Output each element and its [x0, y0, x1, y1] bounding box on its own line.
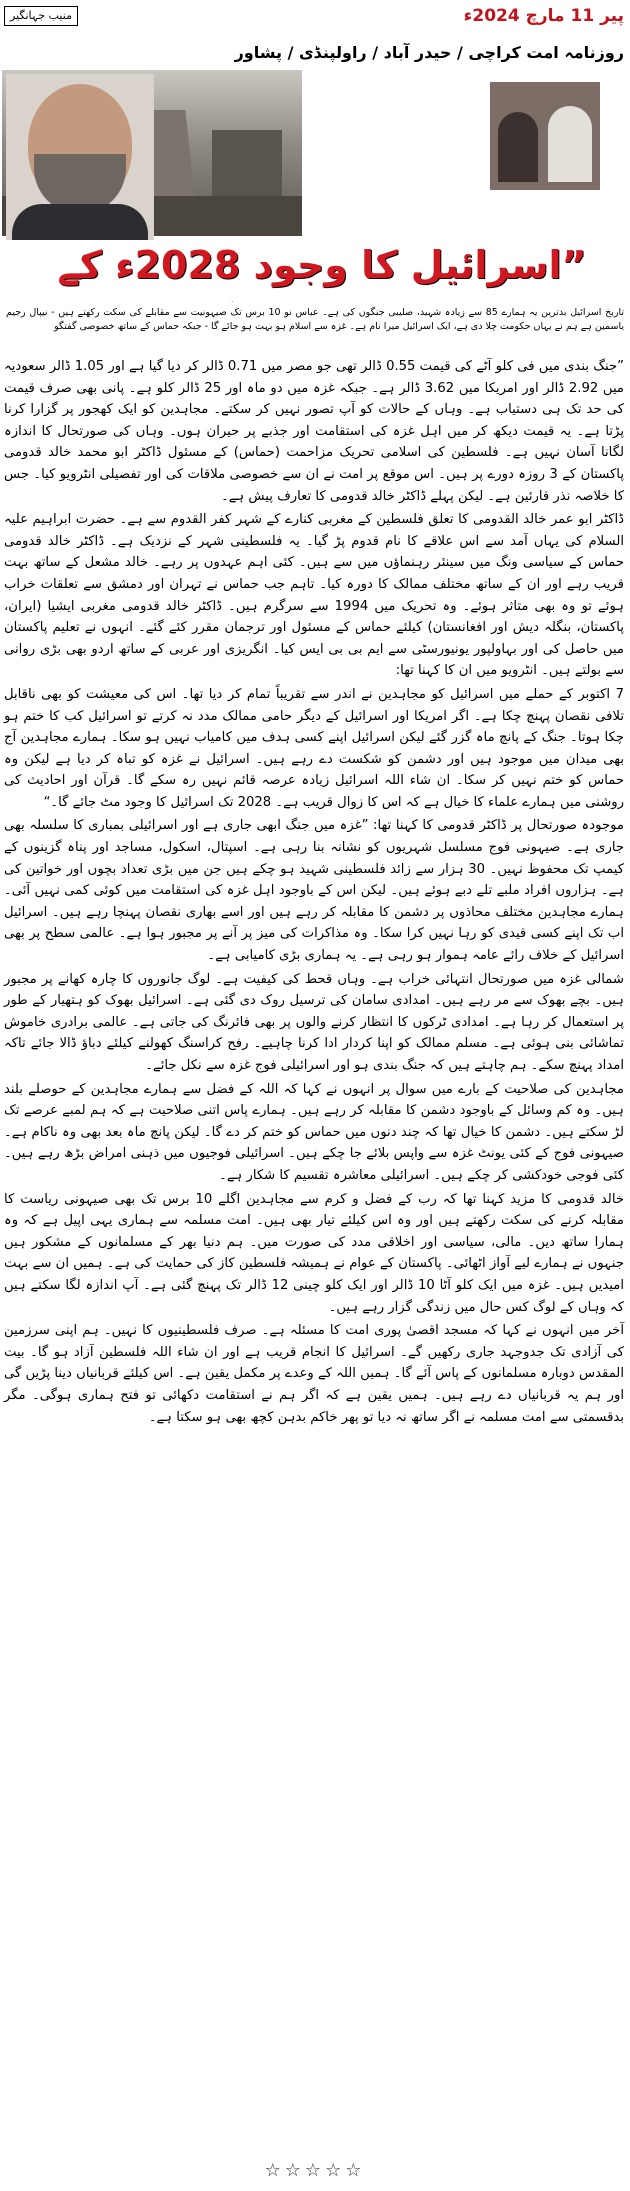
headline: ”اسرائیل کا وجود 2028ء کے — [57, 243, 587, 287]
section-tag: منیب جہانگیر — [4, 6, 78, 26]
paragraph: خالد قدومی کا مزید کہنا تھا کہ رب کے فضل و کرم سے مجاہدین اگلے 10 برس تک بھی صیہونی ریاست کا مقابلہ کرنے کی سکت رکھتے ہیں اور وہ اس کیلئے تیار بھی ہیں۔ امت مسلمہ سے ہماری یہی اپیل ہے کہ وہ ہمارا ساتھ دیں۔ مالی، سیاسی اور اخلاقی مدد کی صورت میں۔ ہم دنیا بھر کے مسلمانوں کے مشکور ہیں جنہوں نے ہمارے لیے آواز اٹھائی۔ پاکستان کے عوام نے ہمیشہ فلسطین کاز کی حمایت کی ہے۔ ہمیں ان سے بہت امیدیں ہیں۔ غزہ میں ایک کلو آٹا 10 ڈالر اور ایک کلو چینی 12 ڈالر تک پہنچ گئی ہے۔ آپ اندازہ لگا سکتے ہیں کہ وہاں کے لوگ کس حال میں زندگی گزار رہے ہیں۔ — [4, 1191, 624, 1315]
end-stars: ☆☆☆☆☆ — [264, 2160, 366, 2181]
paragraph: مجاہدین کی صلاحیت کے بارے میں سوال پر انہوں نے کہا کہ اللہ کے فضل سے ہمارے مجاہدین کے حوصلے بلند ہیں۔ وہ کم وسائل کے باوجود دشمن کا مقابلہ کر رہے ہیں۔ ہمارے پاس اتنی صلاحیت ہے کہ ہم لمبے عرصے تک لڑ سکتے ہیں۔ دشمن کا خیال تھا کہ چند دنوں میں حماس کو ختم کر دے گا۔ لیکن پانچ ماہ بعد بھی وہ ناکام ہے۔ صیہونی فوج کے کئی یونٹ غزہ سے واپس بلائے جا چکے ہیں۔ اسرائیلی فوجیوں میں ذہنی امراض بڑھ رہے ہیں۔ کئی فوجی خودکشی کر چکے ہیں۔ اسرائیلی معاشرہ تقسیم کا شکار ہے۔ — [4, 1081, 624, 1183]
paragraph: آخر میں انہوں نے کہا کہ مسجد اقصیٰ پوری امت کا مسئلہ ہے۔ صرف فلسطینیوں کا نہیں۔ ہم اپنی سرزمین کی آزادی تک جدوجہد جاری رکھیں گے۔ اسرائیل کا انجام قریب ہے اور ان شاء اللہ فلسطین آزاد ہو گا۔ بیت المقدس دوبارہ مسلمانوں کے پاس آئے گا۔ ہمیں اللہ کے وعدے پر مکمل یقین ہے۔ اس کیلئے قربانیاں دینا پڑیں گی اور ہم یہ قربانیاں دے رہے ہیں۔ ہمیں یقین ہے کہ اگر ہم نے استقامت دکھائی تو فتح ہماری ہوگی۔ مگر بدقسمتی سے امت مسلمہ نے اگر ساتھ نہ دیا تو پھر خاکم بدہن کچھ بھی ہو سکتا ہے۔ — [4, 1323, 624, 1425]
portrait-photo — [6, 74, 154, 240]
meeting-photo — [488, 80, 602, 192]
publication-date: پیر 11 مارچ 2024ء — [463, 6, 624, 26]
hero-image — [2, 70, 628, 302]
newspaper-name: روزنامہ امت کراچی / حیدر آباد / راولپنڈی / پشاور — [234, 43, 624, 62]
paragraph: 7 اکتوبر کے حملے میں اسرائیل کو مجاہدین نے اندر سے تقریباً تمام کر دیا تھا۔ اس کی معیشت کو بھی ناقابل تلافی نقصان پہنچ چکا ہے۔ اگر امریکا اور اسرائیل کے دیگر حامی ممالک مدد نہ کرتے تو اسرائیل کب کا ختم ہو چکا ہوتا۔ جنگ کے پانچ ماہ گزر گئے لیکن اسرائیل اپنے کسی ہدف میں کامیاب نہیں ہو سکا۔ ہمارے مجاہدین آج بھی میدان میں موجود ہیں اور دشمن کو شکست دے رہے ہیں۔ اسرائیل نے غزہ کو تباہ کر دیا ہے لیکن وہ حماس کو ختم نہیں کر سکا۔ ان شاء اللہ اسرائیل زیادہ عرصہ قائم نہیں رہ سکے گا۔ قرآن اور احادیث کی روشنی میں ہمارے علماء کا خیال ہے کہ اس کا زوال قریب ہے۔ 2028 تک اسرائیل کا وجود مٹ جائے گا۔“ — [4, 686, 624, 810]
paragraph: شمالی غزہ میں صورتحال انتہائی خراب ہے۔ وہاں قحط کی کیفیت ہے۔ لوگ جانوروں کا چارہ کھانے پر مجبور ہیں۔ بچے بھوک سے مر رہے ہیں۔ امدادی سامان کی ترسیل روک دی گئی ہے۔ اسرائیل بھوک کو ہتھیار کے طور پر استعمال کر رہا ہے۔ امدادی ٹرکوں کا انتظار کرنے والوں پر بھی فائرنگ کی جاتی ہے۔ عالمی برادری خاموش تماشائی بنی ہوئی ہے۔ مسلم ممالک کو اپنا کردار ادا کرنا چاہیے۔ رفح کراسنگ کھولنے کیلئے دباؤ ڈالا جائے تاکہ امداد پہنچ سکے۔ ہم چاہتے ہیں کہ جنگ بندی ہو اور اسرائیلی فوج غزہ سے نکل جائے۔ — [4, 971, 624, 1073]
paragraph: موجودہ صورتحال پر ڈاکٹر قدومی کا کہنا تھا: ”غزہ میں جنگ ابھی جاری ہے اور اسرائیلی بمباری کا سلسلہ بھی جاری ہے۔ صیہونی فوج مسلسل شہریوں کو نشانہ بنا رہی ہے۔ اسپتال، اسکول، مساجد اور پناہ گزینوں کے کیمپ تک محفوظ نہیں۔ 30 ہزار سے زائد فلسطینی شہید ہو چکے ہیں جن میں بڑی تعداد بچوں اور خواتین کی ہے۔ ہزاروں افراد ملبے تلے دبے ہوئے ہیں۔ لیکن اس کے باوجود اہل غزہ کی استقامت میں کوئی کمی نہیں آئی۔ ہمارے مجاہدین مختلف محاذوں پر دشمن کا مقابلہ کر رہے ہیں اور اسے بھاری نقصان پہنچا رہے ہیں۔ اسرائیل اب تک اپنے کسی قیدی کو رہا نہیں کرا سکا۔ وہ مذاکرات کی میز پر آنے پر مجبور ہوا ہے۔ عالمی سطح پر بھی اسرائیل کے خلاف رائے عامہ ہموار ہو رہی ہے۔ یہ ہماری بڑی کامیابی ہے۔ — [4, 818, 624, 964]
paragraph: ڈاکٹر ابو عمر خالد القدومی کا تعلق فلسطین کے مغربی کنارے کے شہر کفر القدوم سے ہے۔ حضرت ابراہیم علیہ السلام کی یہاں آمد سے اس علاقے کا نام قدوم پڑ گیا۔ یہ فلسطینی شہر کے نزدیک ہے۔ ڈاکٹر خالد قدومی حماس کے سیاسی ونگ میں سینئر رہنماؤں میں سے ہیں۔ کئی اہم عہدوں پر رہے۔ خالد مشعل کے ساتھ بہت قریب رہے اور ان کے ساتھ مختلف ممالک کا دورہ کیا۔ تاہم جب حماس نے تہران اور دمشق سے تعلقات خراب ہوئے تو وہ بھی متاثر ہوئے۔ وہ تحریک میں 1994 سے سرگرم ہیں۔ ڈاکٹر خالد قدومی مغربی ایشیا (ایران، پاکستان، بنگلہ دیش اور افغانستان) کیلئے حماس کے مسئول اور ترجمان مقرر کئے گئے۔ انہوں نے تعلیم پاکستان میں حاصل کی اور بہاولپور یونیورسٹی سے ایم بی بی ایس کیا۔ انگریزی اور عربی کے ساتھ اردو بھی بڑی روانی سے بولتے ہیں۔ انٹرویو میں ان کا کہنا تھا: — [4, 512, 624, 679]
byline-strip: تاریخ اسرائیل بدترین یہ ہمارے 85 سے زیادہ شہید، صلیبی جنگوں کی ہے۔ عباس نو 10 برس تک صیہونیت سے مقابلے کی سکت رکھتے ہیں - نیپال رجیم یاسمین ہے ہم نے یہاں حکومت چلا دی ہے، ایک اسرائیل میرا نام ہے۔ غزہ سے اسلام ہو بہت ہو جائے گا - جبکہ حماس کے ساتھ خصوصی گفتگو — [6, 307, 624, 332]
top-bar — [4, 6, 624, 26]
paragraph: ”جنگ بندی میں فی کلو آٹے کی قیمت 0.55 ڈالر تھی جو مصر میں 0.71 ڈالر کر دیا گیا ہے اور 1.05 ڈالر سعودیہ میں 2.92 ڈالر اور امریکا میں 3.62 ڈالر ہے۔ جبکہ غزہ میں دو ماہ اور 25 ڈالر کلو ہے۔ پانی بھی صرف قیمت کی حد تک ہی دستیاب ہے۔ وہاں کے حالات کو آپ تصور نہیں کر سکتے۔ مجاہدین کو ایک کھجور پر گزارا کرنا پڑتا ہے۔ یہ قیمت دیکھ کر میں اہل غزہ کی استقامت اور جذبے پر حیران ہوں۔ وہاں کی صورتحال کا اندازہ لگانا آسان نہیں ہے۔ فلسطین کی اسلامی تحریک مزاحمت (حماس) کے مسئول ڈاکٹر ابو محمد خالد قدومی پاکستان کے 3 روزہ دورے پر ہیں۔ اس موقع پر امت نے ان سے خصوصی ملاقات کی اور تفصیلی انٹرویو کیا۔ جس کا خلاصہ نذر قارئین ہے۔ لیکن پہلے ڈاکٹر خالد قدومی کا تعارف پیش ہے۔ — [4, 359, 625, 504]
article-body — [4, 356, 624, 1430]
